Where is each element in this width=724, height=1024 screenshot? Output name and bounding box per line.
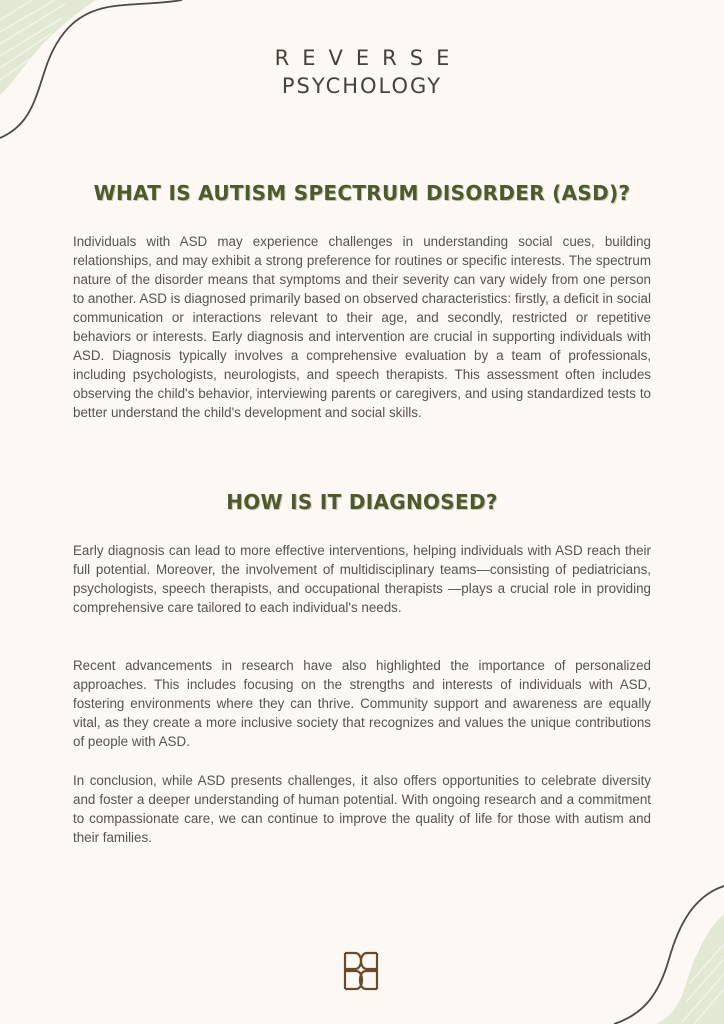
brand-subtitle: PSYCHOLOGY	[281, 74, 443, 98]
section-paragraph: Recent advancements in research have also highlighted the importance of personalized approaches. This includes focusing on the strengths and interests of individuals with ASD, fostering environments where they can thrive. Community support and awareness are equally vital, as they create a more inclusive society that recognizes and values the unique contributions of people with ASD.	[73, 658, 651, 749]
section-paragraph: Early diagnosis can lead to more effective interventions, helping individuals with ASD reach their full potential. Moreover, the involvement of multidisciplinary teams—consisting of pediatricians, psychologists, speech therapists, and occupational therapists —plays a crucial role in providing comprehensive care tailored to each individual's needs.	[73, 543, 651, 615]
section-heading-how-diagnosed: HOW IS IT DIAGNOSED?	[226, 490, 498, 514]
bb-monogram-logo-icon	[343, 951, 379, 991]
section-heading-what-is-asd: WHAT IS AUTISM SPECTRUM DISORDER (ASD)?	[93, 181, 631, 205]
section-paragraph: In conclusion, while ASD presents challenges, it also offers opportunities to celebrate diversity and foster a deeper understanding of human potential. With ongoing research and a commitment to compassionate care, we can continue to improve the quality of life for those with autism and their families.	[73, 773, 651, 845]
section-paragraph: Individuals with ASD may experience challenges in understanding social cues, building relationships, and may exhibit a strong preference for routines or specific interests. The spectrum nature of the disorder means that symptoms and their severity can vary widely from one person to another. ASD is diagnosed primarily based on observed characteristics: firstly, a deficit in social communication or interactions relevant to their age, and secondly, restricted or repetitive behaviors or interests. Early diagnosis and intervention are crucial in supporting individuals with ASD. Diagnosis typically involves a comprehensive evaluation by a team of professionals, including psychologists, neurologists, and speech therapists. This assessment often includes observing the child's behavior, interviewing parents or caregivers, and using standardized tests to better understand the child's development and social skills.	[73, 234, 651, 420]
brand-name: REVERSE	[274, 46, 463, 70]
corner-decoration-bottom-right	[594, 874, 724, 1024]
